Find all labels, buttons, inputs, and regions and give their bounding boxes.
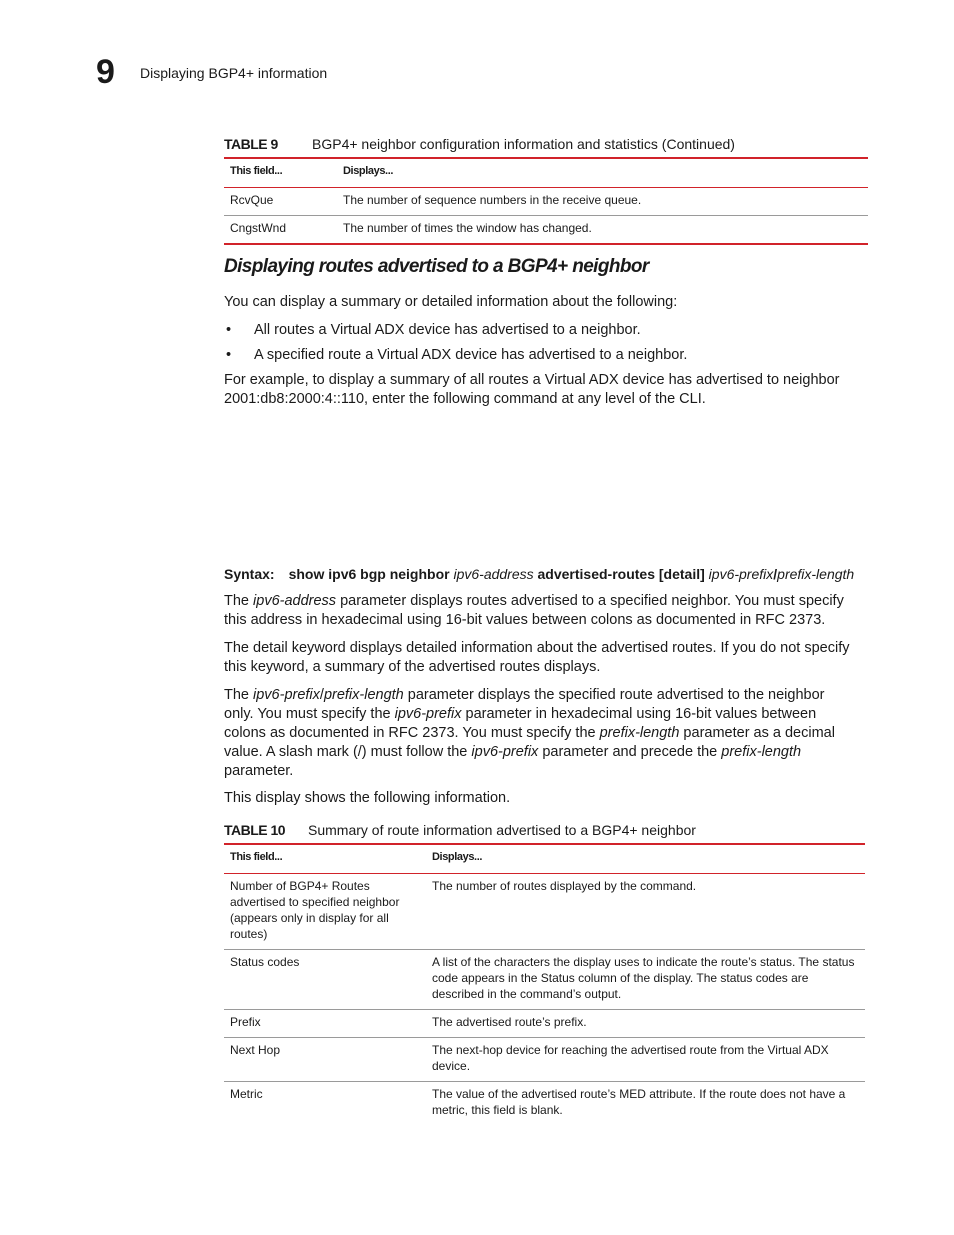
text-run: The bbox=[224, 593, 249, 609]
bullet-marker: • bbox=[226, 322, 232, 338]
text-run: colons as documented in RFC 2373. You must specify the bbox=[224, 725, 600, 741]
text-run: this keyword, a summary of the advertised routes displays. bbox=[224, 659, 601, 675]
text-run: this address in hexadecimal using 16-bit values between colons as documented in RFC 2373. bbox=[224, 612, 826, 628]
param-prefix-length: prefix-length bbox=[323, 687, 404, 703]
table-row bbox=[224, 1082, 865, 1126]
table9-cell-field: RcvQue bbox=[224, 188, 337, 216]
text-run: / bbox=[319, 687, 324, 703]
param-ipv6-prefix: ipv6-prefix bbox=[471, 744, 539, 760]
example-paragraph bbox=[224, 371, 840, 409]
table10-cell-field: Metric bbox=[230, 1087, 263, 1101]
table-row bbox=[224, 1010, 865, 1038]
table-row bbox=[224, 950, 865, 1010]
keyword-detail: detail bbox=[253, 640, 288, 656]
table9-label: TABLE 9 bbox=[224, 136, 278, 152]
prefix-paragraph bbox=[224, 686, 835, 781]
table10-cell-field: Next Hop bbox=[224, 1038, 426, 1082]
table10-cell-displays: A list of the characters the display uses to indicate the route’s status. The status code appears in the Status column of the display. The status codes are described in the command’s output. bbox=[426, 950, 865, 1010]
param-prefix-length: prefix-length bbox=[599, 725, 680, 741]
syntax-ipv6-address: ipv6-address bbox=[453, 566, 534, 582]
text-run: parameter in hexadecimal using 16-bit values between bbox=[461, 706, 817, 722]
list-item bbox=[226, 346, 846, 365]
table10-cell-field: Number of BGP4+ Routes advertised to specified neighbor (appears only in display for all routes) bbox=[224, 874, 426, 950]
syntax-slash: / bbox=[773, 566, 778, 582]
table10-header-row bbox=[224, 844, 865, 874]
table10-cell-displays: The number of routes displayed by the command. bbox=[426, 874, 865, 950]
table9-header-field: This field... bbox=[224, 158, 337, 188]
ipv6-address-paragraph bbox=[224, 592, 844, 630]
table9-cell-displays: The number of sequence numbers in the receive queue. bbox=[337, 188, 868, 216]
table10-cell-field: Prefix bbox=[224, 1010, 426, 1038]
param-ipv6-prefix: ipv6-prefix bbox=[394, 706, 462, 722]
text-run: parameter. bbox=[224, 763, 294, 779]
table-row bbox=[224, 874, 865, 950]
table-row bbox=[224, 1038, 865, 1082]
text-run: parameter displays the specified route advertised to the neighbor bbox=[403, 687, 825, 703]
text-run: keyword displays detailed information about the advertised routes. If you do not specify bbox=[287, 640, 850, 656]
param-prefix-length: prefix-length bbox=[721, 744, 802, 760]
chapter-title: Displaying BGP4+ information bbox=[140, 65, 328, 81]
table9-caption-text: BGP4+ neighbor configuration information and statistics (Continued) bbox=[312, 136, 735, 152]
table10-cell-displays: The advertised route’s prefix. bbox=[426, 1010, 865, 1038]
table9-caption bbox=[224, 135, 735, 153]
table9 bbox=[224, 157, 868, 245]
text-run: The bbox=[224, 640, 249, 656]
table10-label: TABLE 10 bbox=[224, 822, 286, 838]
section-intro: You can display a summary or detailed information about the following: bbox=[224, 294, 678, 310]
text-run: parameter as a decimal bbox=[679, 725, 835, 741]
table10-caption bbox=[224, 821, 696, 839]
list-item bbox=[226, 321, 846, 340]
syntax-prefix-length: prefix-length bbox=[777, 566, 855, 582]
text-run: parameter displays routes advertised to a specified neighbor. You must specify bbox=[336, 593, 844, 609]
text-run: only. You must specify the bbox=[224, 706, 395, 722]
syntax-advertised-routes: advertised-routes [detail] bbox=[537, 566, 705, 582]
text-run: parameter and precede the bbox=[538, 744, 722, 760]
table9-header-row bbox=[224, 158, 868, 188]
chapter-number: 9 bbox=[96, 53, 115, 91]
text-run: value. A slash mark (/) must follow the bbox=[224, 744, 472, 760]
section-heading: Displaying routes advertised to a BGP4+ neighbor bbox=[224, 256, 649, 277]
table9-header-displays: Displays... bbox=[337, 158, 868, 188]
param-ipv6-prefix: ipv6-prefix bbox=[253, 687, 320, 703]
param-ipv6-address: ipv6-address bbox=[253, 593, 337, 609]
bullet-marker: • bbox=[226, 347, 232, 363]
text-run: The bbox=[224, 687, 254, 703]
table10-cell-displays: The value of the advertised route’s MED attribute. If the route does not have a metric, this field is blank. bbox=[432, 1087, 846, 1117]
display-intro: This display shows the following information. bbox=[224, 790, 511, 806]
example-line: For example, to display a summary of all routes a Virtual ADX device has advertised to neighbor bbox=[224, 372, 840, 388]
table10 bbox=[224, 843, 865, 1125]
detail-paragraph bbox=[224, 639, 850, 677]
syntax-ipv6-prefix: ipv6-prefix bbox=[708, 566, 774, 582]
table9-cell-field: CngstWnd bbox=[224, 216, 337, 245]
table10-header-displays: Displays... bbox=[426, 844, 865, 874]
bullet-text: A specified route a Virtual ADX device has advertised to a neighbor. bbox=[254, 347, 688, 363]
example-line: 2001:db8:2000:4::110, enter the following command at any level of the CLI. bbox=[224, 391, 706, 407]
table-row bbox=[224, 188, 868, 216]
syntax-line bbox=[224, 565, 854, 584]
table10-cell-field: Status codes bbox=[224, 950, 426, 1010]
table9-cell-displays: The number of times the window has changed. bbox=[337, 216, 868, 245]
table-row bbox=[224, 216, 868, 245]
table10-header-field: This field... bbox=[224, 844, 426, 874]
table10-cell-displays: The next-hop device for reaching the advertised route from the Virtual ADX device. bbox=[426, 1038, 865, 1082]
table10-caption-text: Summary of route information advertised to a BGP4+ neighbor bbox=[308, 822, 696, 838]
syntax-label: Syntax: bbox=[224, 566, 275, 582]
syntax-command: show ipv6 bgp neighbor bbox=[288, 566, 450, 582]
bullet-text: All routes a Virtual ADX device has advertised to a neighbor. bbox=[254, 322, 641, 338]
